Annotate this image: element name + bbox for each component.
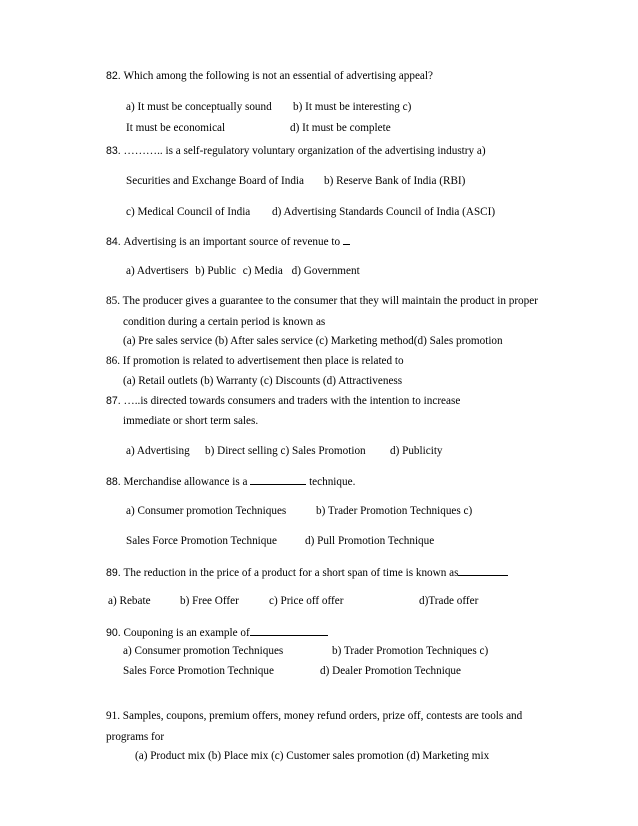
question-87-stem-line2: immediate or short term sales. (123, 415, 259, 427)
question-85-stem-line2: condition during a certain period is known as (123, 316, 326, 328)
question-83-option-b: b) Reserve Bank of India (RBI) (324, 175, 466, 187)
question-88-option-c: Sales Force Promotion Technique (126, 535, 277, 547)
question-87-option-a: a) Advertising (126, 445, 190, 457)
question-89-option-d: d)Trade offer (419, 595, 479, 607)
question-88-stem (106, 474, 355, 489)
question-91-stem-line2: programs for (106, 731, 165, 743)
question-number: 89. (106, 567, 121, 579)
answer-blank (458, 565, 508, 576)
answer-blank (250, 474, 306, 485)
question-text: Advertising is an important source of revenue to (123, 236, 341, 248)
question-89-stem (106, 565, 508, 580)
question-90-stem (106, 625, 328, 640)
question-90-option-d: d) Dealer Promotion Technique (320, 665, 461, 677)
question-83-option-c: c) Medical Council of India (126, 206, 251, 218)
question-89-option-c: c) Price off offer (269, 595, 344, 607)
question-87-option-b: b) Direct selling c) Sales Promotion (205, 445, 366, 457)
question-83-option-a: Securities and Exchange Board of India (126, 175, 305, 187)
question-89-option-a: a) Rebate (108, 595, 151, 607)
answer-blank (343, 234, 350, 245)
question-number: 88. (106, 476, 121, 488)
question-text: Merchandise allowance is a (123, 476, 248, 488)
question-82-option-d: d) It must be complete (290, 122, 391, 134)
question-83-option-d: d) Advertising Standards Council of India (ASCI) (272, 206, 496, 218)
question-82-stem (106, 69, 433, 83)
question-number: 82. (106, 70, 121, 82)
question-82-option-c: It must be economical (126, 122, 226, 134)
question-86-stem: 86. If promotion is related to advertisement then place is related to (106, 355, 404, 367)
question-number: 87. (106, 395, 121, 407)
question-number: 84. (106, 236, 121, 248)
question-text-end: technique. (309, 476, 356, 488)
question-text: ……….. is a self-regulatory voluntary organization of the advertising industry a) (123, 145, 486, 157)
question-85-options: (a) Pre sales service (b) After sales service (c) Marketing method(d) Sales promotion (123, 335, 503, 347)
question-number: 90. (106, 627, 121, 639)
question-text: Couponing is an example of (123, 627, 250, 639)
question-text: …..is directed towards consumers and traders with the intention to increase (123, 395, 461, 407)
question-86-options: (a) Retail outlets (b) Warranty (c) Discounts (d) Attractiveness (123, 375, 403, 387)
question-87-option-d: d) Publicity (390, 445, 443, 457)
question-84-option-a: a) Advertisers (126, 265, 189, 277)
question-84-option-b: b) Public (195, 265, 236, 277)
answer-blank (250, 625, 328, 636)
question-90-option-c: Sales Force Promotion Technique (123, 665, 274, 677)
question-88-option-b: b) Trader Promotion Techniques c) (316, 505, 473, 517)
question-85-stem-line1: 85. The producer gives a guarantee to the consumer that they will maintain the product in proper (106, 295, 538, 307)
question-90-option-a: a) Consumer promotion Techniques (123, 645, 284, 657)
question-88-option-a: a) Consumer promotion Techniques (126, 505, 287, 517)
question-89-option-b: b) Free Offer (180, 595, 239, 607)
question-82-option-b: b) It must be interesting c) (293, 101, 412, 113)
question-82-option-a: a) It must be conceptually sound (126, 101, 272, 113)
question-91-stem-line1: 91. Samples, coupons, premium offers, money refund orders, prize off, contests are tools and (106, 710, 523, 722)
question-88-option-d: d) Pull Promotion Technique (305, 535, 435, 547)
question-text: The reduction in the price of a product for a short span of time is known as (123, 567, 459, 579)
question-84-stem (106, 234, 350, 249)
question-84-option-c: c) Media (242, 265, 283, 277)
question-87-stem-line1 (106, 394, 460, 408)
question-84-option-d: d) Government (291, 265, 360, 277)
question-83-stem (106, 144, 486, 158)
question-number: 83. (106, 145, 121, 157)
question-84-options (126, 264, 360, 278)
question-91-options: (a) Product mix (b) Place mix (c) Customer sales promotion (d) Marketing mix (135, 750, 490, 762)
question-text: Which among the following is not an essential of advertising appeal? (123, 70, 433, 82)
question-90-option-b: b) Trader Promotion Techniques c) (332, 645, 489, 657)
